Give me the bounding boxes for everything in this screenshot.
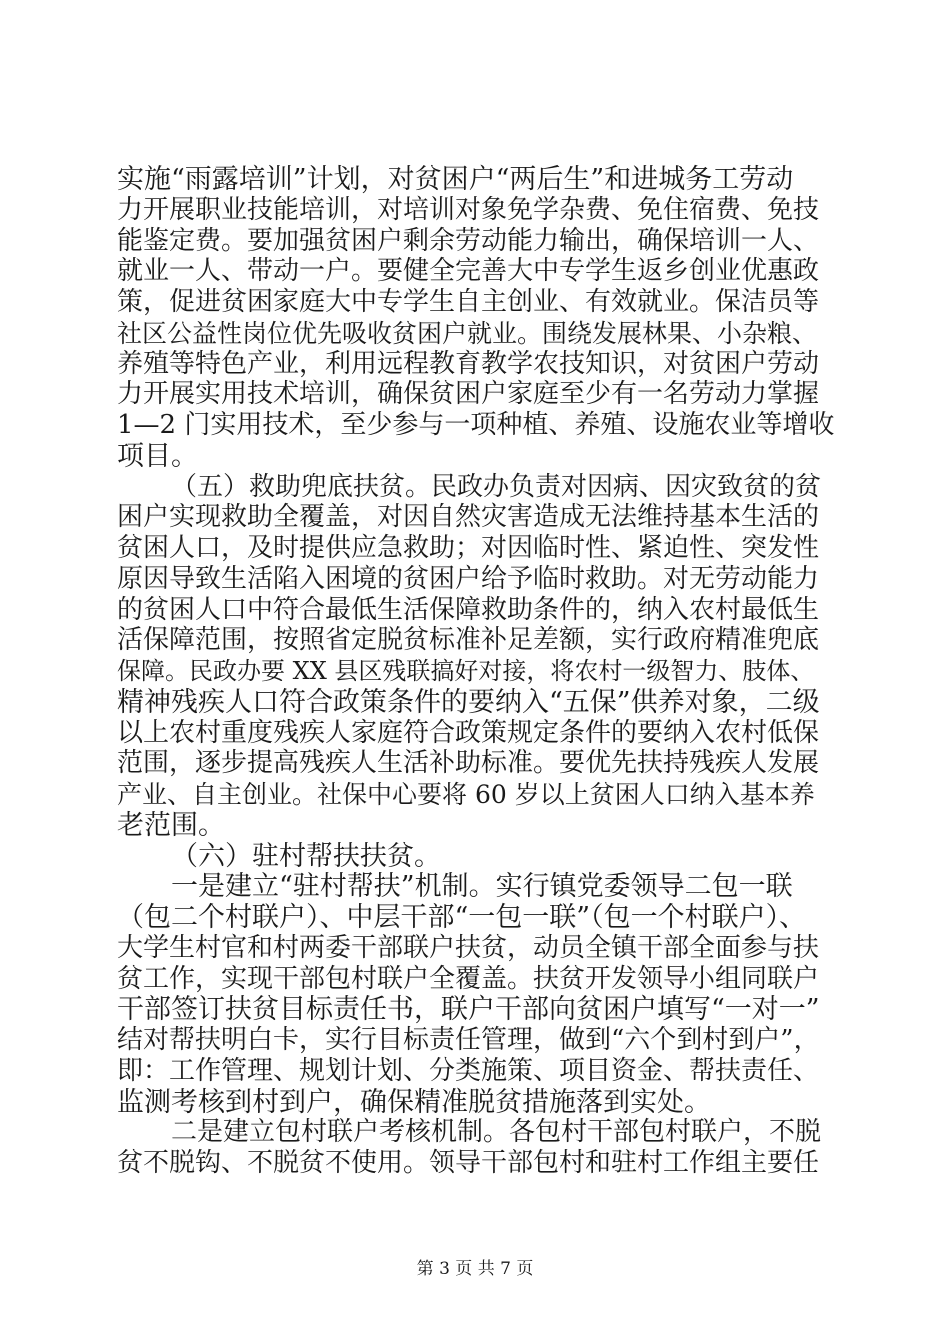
- text-line: 力开展实用技术培训，确保贫困户家庭至少有一名劳动力掌握: [117, 379, 820, 409]
- text-line: 策，促进贫困家庭大中专学生自主创业、有效就业。保洁员等: [117, 287, 820, 317]
- text-line: 结对帮扶明白卡，实行目标责任管理，做到“六个到村到户”，: [117, 1025, 820, 1055]
- text-line: 监测考核到村到户，确保精准脱贫措施落到实处。: [117, 1087, 711, 1118]
- text-line: 1—2 门实用技术，至少参与一项种植、养殖、设施农业等增收: [117, 410, 835, 440]
- paragraph-start-line: 一是建立“驻村帮扶”机制。实行镇党委领导二包一联: [171, 871, 793, 902]
- text-line: 以上农村重度残疾人家庭符合政策规定条件的要纳入农村低保: [117, 718, 820, 748]
- text-line: 贫工作，实现干部包村联户全覆盖。扶贫开发领导小组同联户: [117, 964, 820, 994]
- text-line: 老范围。: [117, 810, 225, 841]
- text-line: 力开展职业技能培训，对培训对象免学杂费、免住宿费、免技: [117, 195, 820, 225]
- paragraph-start-line: 二是建立包村联户考核机制。各包村干部包村联户，不脱: [171, 1117, 822, 1147]
- text-line: 大学生村官和村两委干部联户扶贫，动员全镇干部全面参与扶: [117, 933, 820, 963]
- text-line: 干部签订扶贫目标责任书，联户干部向贫困户填写“一对一”: [117, 994, 820, 1025]
- text-line: 即：工作管理、规划计划、分类施策、项目资金、帮扶责任、: [117, 1056, 820, 1086]
- text-line: 范围，逐步提高残疾人生活补助标准。要优先扶持残疾人发展: [117, 748, 820, 778]
- text-line: 精神残疾人口符合政策条件的要纳入“五保”供养对象，二级: [117, 687, 820, 718]
- text-line: 原因导致生活陷入困境的贫困户给予临时救助。对无劳动能力: [117, 564, 820, 594]
- text-line: 社区公益性岗位优先吸收贫困户就业。围绕发展林果、小杂粮、: [117, 319, 818, 348]
- text-line: 就业一人、带动一户。要健全完善大中专学生返乡创业优惠政: [117, 256, 820, 286]
- text-line: 活保障范围，按照省定脱贫标准补足差额，实行政府精准兜底: [117, 625, 820, 655]
- text-line: 贫困人口，及时提供应急救助；对因临时性、紧迫性、突发性: [117, 533, 820, 563]
- text-line: 项目。: [117, 441, 198, 472]
- text-line: 产业、自主创业。社保中心要将 60 岁以上贫困人口纳入基本养: [117, 780, 815, 809]
- text-line: 贫不脱钩、不脱贫不使用。领导干部包村和驻村工作组主要任: [117, 1148, 820, 1178]
- text-line: 困户实现救助全覆盖，对因自然灾害造成无法维持基本生活的: [117, 502, 820, 532]
- text-line: 实施“雨露培训”计划，对贫困户“两后生”和进城务工劳动: [117, 164, 794, 195]
- text-line: 养殖等特色产业，利用远程教育教学农技知识，对贫困户劳动: [117, 349, 820, 379]
- text-line: （包二个村联户）、中层干部“一包一联”（包一个村联户）、: [117, 902, 807, 933]
- paragraph-start-line: （六）驻村帮扶扶贫。: [171, 841, 441, 872]
- text-line: 能鉴定费。要加强贫困户剩余劳动能力输出，确保培训一人、: [117, 226, 820, 256]
- paragraph-start-line: （五）救助兜底扶贫。民政办负责对因病、因灾致贫的贫: [171, 472, 822, 502]
- text-line: 保障。民政办要 XX 县区残联搞好对接，将农村一级智力、肢体、: [117, 657, 815, 685]
- page-footer: 第 3 页 共 7 页: [416, 1259, 534, 1279]
- text-line: 的贫困人口中符合最低生活保障救助条件的，纳入农村最低生: [117, 595, 820, 625]
